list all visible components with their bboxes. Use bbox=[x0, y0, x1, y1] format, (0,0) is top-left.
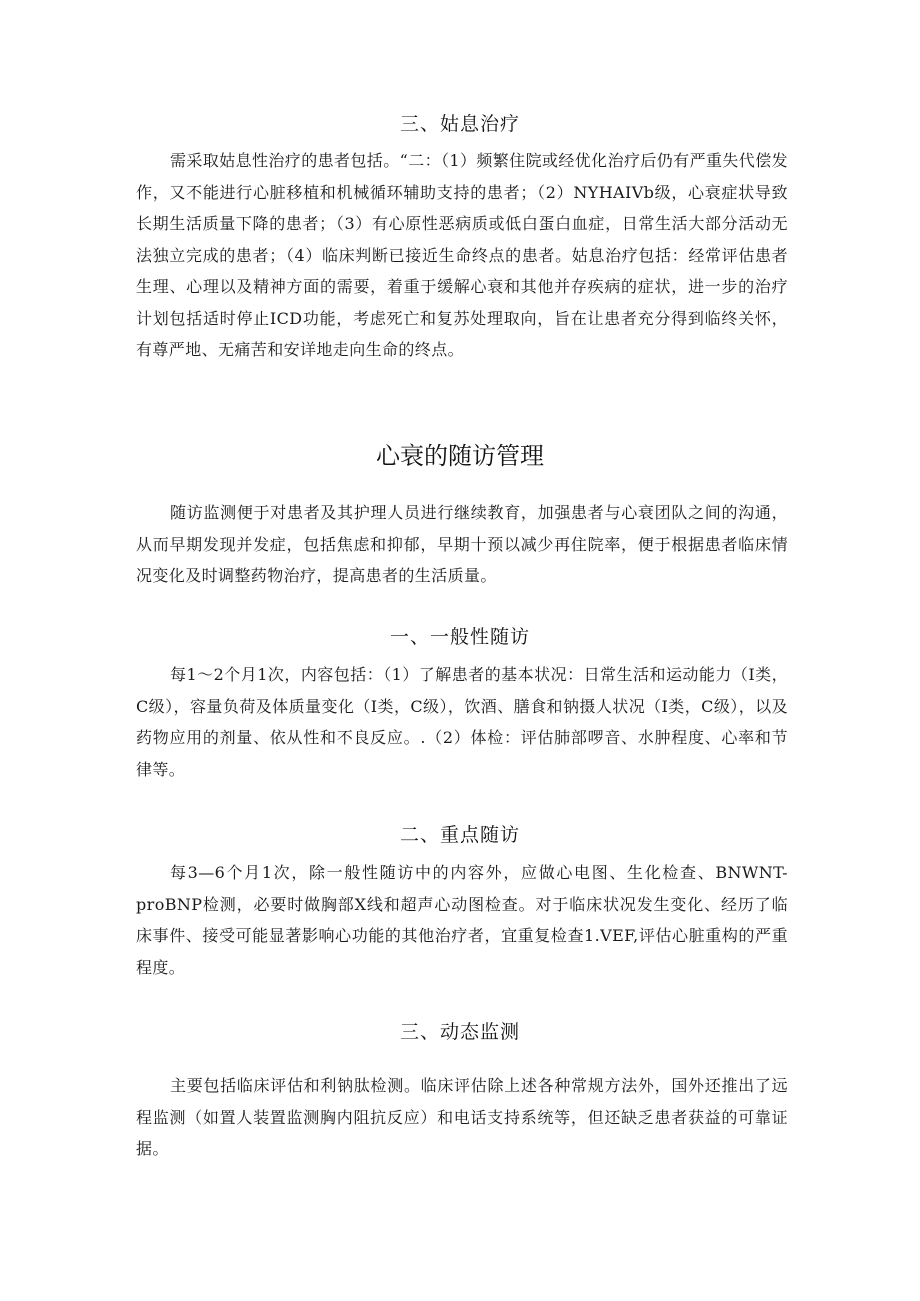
section-heading-dynamic-monitoring: 三、动态监测 bbox=[399, 1021, 520, 1043]
section-heading-key-followup: 二、重点随访 bbox=[399, 824, 520, 846]
paragraph-palliative-care: 需采取姑息性治疗的患者包括。“二：（1）频繁住院或经优化治疗后仍有严重失代偿发作，又不能进行心脏移植和机械循环辅助支持的患者；（2）NYHAIVb级，心衰症状导致长期生活质量下降的患者；（3）有心原性恶病质或低白蛋白血症，日常生活大部分活动无法独立完成的患者；（4）临床判断已接近生命终点的患者。姑息治疗包括：经常评估患者生理、心理以及精神方面的需要，着重于缓解心衰和其他并存疾病的症状，进一步的治疗计划包括适时停止ICD功能，考虑死亡和复苏处理取向，旨在让患者充分得到临终关怀，有尊严地、无痛苦和安详地走向生命的终点。 bbox=[136, 151, 788, 359]
paragraph-followup-intro: 随访监测便于对患者及其护理人员进行继续教育，加强患者与心衰团队之间的沟通，从而早期发现并发症，包括焦虑和抑郁，早期十预以减少再住院率，便于根据患者临床情况变化及时调整药物治疗，提高患者的生活质量。 bbox=[136, 503, 788, 585]
section-heading-palliative-care: 三、姑息治疗 bbox=[399, 113, 520, 135]
paragraph-key-followup: 每3—6个月1次，除一般性随访中的内容外，应做心电图、生化检查、BNWNT-proBNP检测，必要时做胸部X线和超声心动图检查。对于临床状况发生变化、经历了临床事件、接受可能显著影响心功能的其他治疗者，宜重复检查1.VEF,评估心脏重构的严重程度。 bbox=[136, 863, 788, 977]
section-heading-general-followup: 一、一般性随访 bbox=[389, 626, 530, 648]
page-title-followup-management: 心衰的随访管理 bbox=[376, 442, 544, 470]
paragraph-general-followup: 每1～2个月1次，内容包括：（1）了解患者的基本状况：日常生活和运动能力（I类，C级），容量负荷及体质量变化（I类，C级），饮酒、膳食和钠摄人状况（I类，C级），以及药物应用的剂量、依从性和不良反应。.（2）体检：评估肺部啰音、水肿程度、心率和节律等。 bbox=[136, 665, 788, 779]
paragraph-dynamic-monitoring: 主要包括临床评估和利钠肽检测。临床评估除上述各种常规方法外，国外还推出了远程监测（如置人装置监测胸内阻抗反应）和电话支持系统等，但还缺乏患者获益的可靠证据。 bbox=[136, 1076, 788, 1158]
